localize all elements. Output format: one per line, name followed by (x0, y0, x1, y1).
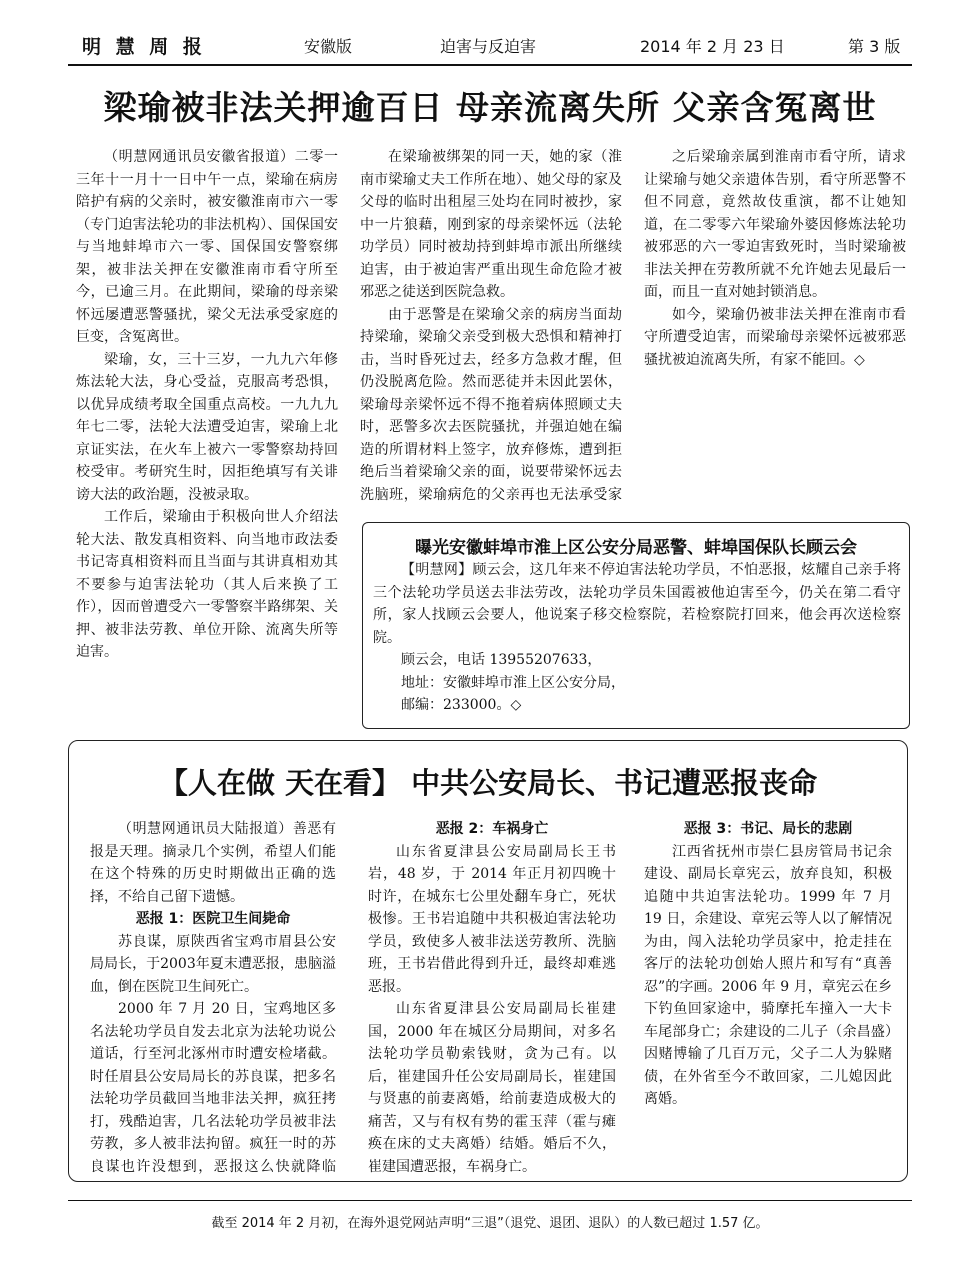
footer-rule (68, 1200, 912, 1201)
article1-column-3 (644, 146, 906, 506)
issue-date: 2014 年 2 月 23 日 (640, 37, 785, 56)
case1-paragraph: 2000 年 7 月 20 日，宝鸡地区多名法轮功学员自发去北京为法轮功说公道话，行至河北涿州市时遭安检堵截。时任眉县公安局局长的苏良谋，把多名法轮功学员截回当地非法关押，疯狂拷打，残酷迫害，几名法轮功学员被非法劳教，多人被非法拘留。疯狂一时的苏良谋也许没想到，恶报这么快就降临 (90, 1001, 336, 1175)
article1-paragraph: 在梁瑜被绑架的同一天，她的家（淮南市梁瑜丈夫工作所在地）、她父母的家及父母的临时出租屋三处均在同时被抄，家中一片狼藉，刚到家的母亲梁怀远（法轮功学员）同时被劫持到蚌埠市派出所继续迫害，由于被迫害严重出现生命危险才被邪恶之徒送到医院急救。 (360, 149, 622, 300)
section-label: 迫害与反迫害 (440, 37, 537, 56)
exposure-body (373, 559, 901, 717)
page-number: 第 3 版 (848, 37, 901, 56)
article1-paragraph: 梁瑜，女，三十三岁，一九九六年修炼法轮大法，身心受益，克服高考恐惧，以优异成绩考取全国重点高校。一九九九年七二零，法轮大法遭受迫害，梁瑜上北京证实法，在火车上被六一零警察劫持回校受审。考研究生时，因拒绝填写有关诽谤大法的政治题，没被录取。 (76, 351, 338, 503)
article1-column-1 (76, 146, 338, 726)
exposure-address: 地址：安徽蚌埠市淮上区公安分局， (401, 674, 625, 691)
case3-paragraph: 江西省抚州市崇仁县房管局书记余建设、副局长章宪云，放弃良知，积极追随中共迫害法轮功。1999 年 7 月 19 日，余建设、章宪云等人以了解情况为由，闯入法轮功学员家中，抢走挂在客厅的法轮功创始人照片和写有“真善忍”的字画。2006 年 9 月，章宪云在乡下钓鱼回家途中，骑摩托车撞入一大卡车尾部身亡；余建设的二儿子（余昌盛）因赌博输了几百万元，父子二人为躲赌债，在外省至今不敢回家，二儿媳因此离婚。 (644, 843, 892, 1107)
article2-intro: （明慧网通讯员大陆报道）善恶有报是天理。摘录几个实例，希望人们能在这个特殊的历史时期做出正确的选择，不给自己留下遗憾。 (90, 821, 336, 905)
article1-title: 梁瑜被非法关押逾百日 母亲流离失所 父亲含冤离世 (103, 88, 877, 127)
edition-label: 安徽版 (304, 37, 353, 56)
case1-paragraph: 苏良谋，原陕西省宝鸡市眉县公安局局长，于2003年夏末遭恶报，患脑溢血，倒在医院卫生间死亡。 (90, 933, 336, 995)
article1-paragraph: 由于恶警是在梁瑜父亲的病房当面劫持梁瑜，梁瑜父亲受到极大恐惧和精神打击，当时昏死过去，经多方急救才醒，但仍没脱离危险。然而恶徒并未因此罢休，梁瑜母亲梁怀远不得不拖着病体照顾丈夫时，恶警多次去医院骚扰，并强迫她在编造的所谓材料上签字，放弃修炼，遭到拒绝后当着梁瑜父亲的面，说要带梁怀远去洗脑班，梁瑜病危的父亲再也无法承受家 (360, 306, 622, 503)
article2-column-2 (368, 818, 616, 1178)
article1-column-2 (360, 146, 622, 506)
article1-paragraph: 如今，梁瑜仍被非法关押在淮南市看守所遭受迫害，而梁瑜母亲梁怀远被邪恶骚扰被迫流离失所，有家不能回。◇ (644, 306, 906, 368)
article1-paragraph: 工作后，梁瑜由于积极向世人介绍法轮大法、散发真相资料、向当地市政法委书记寄真相资料而且当面与其讲真相劝其不要参与迫害法轮功（其人后来换了工作），因而曾遭受六一零警察半路绑架、关押、被非法劳教、单位开除、流离失所等迫害。 (76, 509, 338, 660)
article2-column-3 (644, 818, 892, 1178)
article1-paragraph: （明慧网通讯员安徽省报道）二零一三年十一月十一日中午一点，梁瑜在病房陪护有病的父亲时，被安徽淮南市六一零（专门迫害法轮功的非法机构）、国保国安与当地蚌埠市六一零、国保国安警察绑架，被非法关押在安徽淮南市看守所至今，已逾三月。在此期间，梁瑜的母亲梁怀远屡遭恶警骚扰，梁父无法承受家庭的巨变，含冤离世。 (76, 149, 338, 345)
case2-title: 恶报 2：车祸身亡 (435, 821, 549, 837)
page-header (68, 30, 912, 64)
case2-paragraph: 山东省夏津县公安局副局长崔建国，2000 年在城区分局期间，对多名法轮功学员勒索钱财，贪为己有。以后，崔建国升任公安局副局长，崔建国与贤惠的前妻离婚，给前妻造成极大的痛苦，又与有权有势的霍玉萍（霍与瘫痪在床的丈夫离婚）结婚。婚后不久，崔建国遭恶报，车祸身亡。 (368, 1001, 616, 1175)
exposure-box (362, 522, 910, 729)
masthead: 明 慧 周 报 (82, 36, 206, 58)
article1-paragraph: 之后梁瑜亲属到淮南市看守所，请求让梁瑜与她父亲遗体告别，看守所恶警不但不同意，竟然故伎重演，都不让她知道，在二零零六年梁瑜外婆因修炼法轮功被邪恶的六一零迫害致死时，当时梁瑜被非法关押在劳教所就不允许她去见最后一面，而且一直对她封锁消息。 (644, 149, 906, 300)
article2-title: 【人在做 天在看】 中共公安局长、书记遭恶报丧命 (158, 766, 818, 800)
header-rule (68, 64, 912, 66)
exposure-title: 曝光安徽蚌埠市淮上区公安分局恶警、蚌埠国保队长顾云会 (415, 538, 857, 558)
case1-title: 恶报 1：医院卫生间毙命 (135, 911, 291, 927)
case3-title: 恶报 3：书记、局长的悲剧 (683, 821, 853, 837)
article2-column-1 (90, 818, 336, 1178)
case2-paragraph: 山东省夏津县公安局副局长王书岩，48 岁，于 2014 年正月初四晚十时许，在城东七公里处翻车身亡，死状极惨。王书岩追随中共积极迫害法轮功学员，致使多人被非法送劳教所、洗脑班，王书岩借此得到升迁，最终却难逃恶报。 (368, 843, 616, 995)
footer-note: 截至 2014 年 2 月初，在海外退党网站声明“三退”（退党、退团、退队）的人数已超过 1.57 亿。 (211, 1216, 769, 1231)
exposure-contact: 顾云会，电话 13955207633， (401, 652, 602, 668)
exposure-postcode: 邮编：233000。◇ (401, 697, 522, 713)
exposure-text: 【明慧网】顾云会，这几年来不停迫害法轮功学员，不怕恶报，炫耀自己亲手将三个法轮功学员送去非法劳改，法轮功学员朱国霞被他迫害至今，仍关在第二看守所，家人找顾云会要人，他说案子移交检察院，若检察院打回来，他会再次送检察院。 (373, 562, 901, 646)
